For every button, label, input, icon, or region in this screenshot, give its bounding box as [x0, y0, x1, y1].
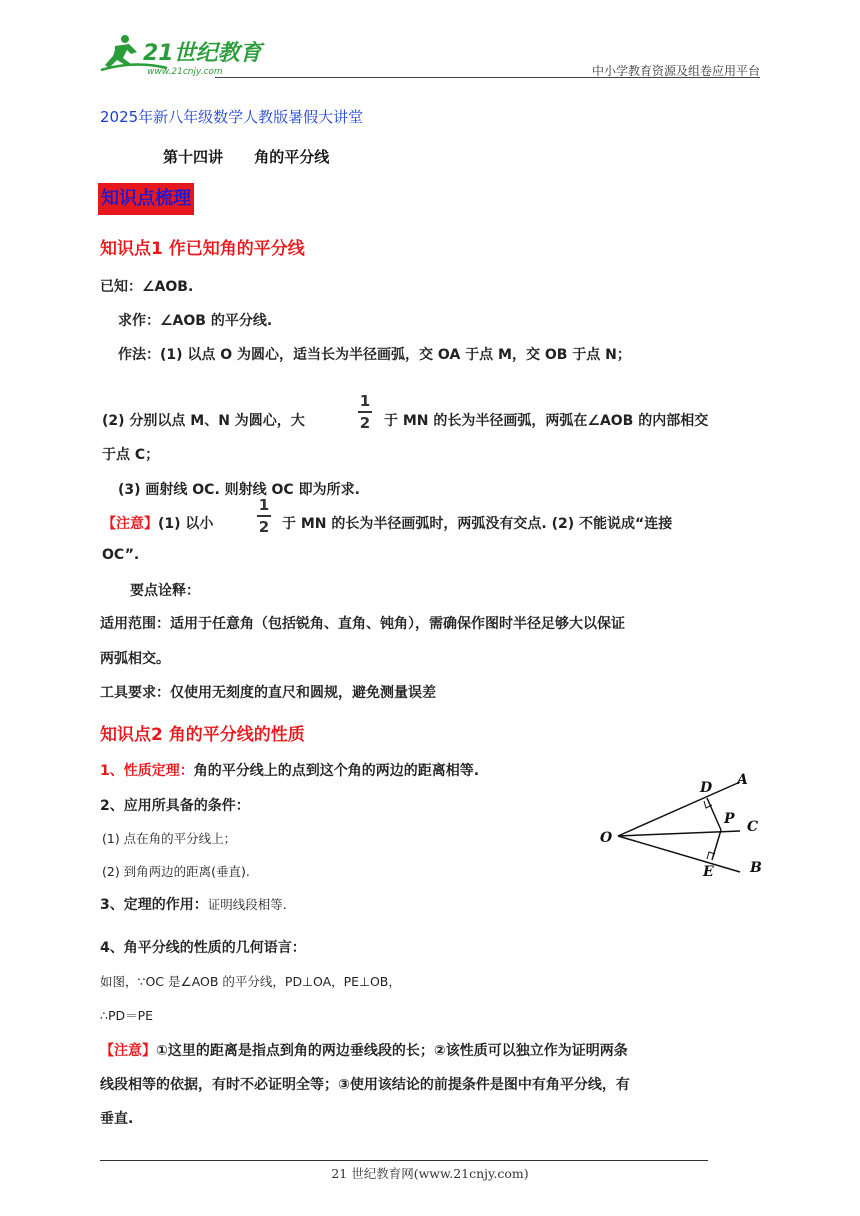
- label-c: C: [747, 819, 759, 835]
- logo-text: 21世纪教育: [143, 41, 262, 66]
- section-badge: 知识点梳理: [98, 183, 194, 215]
- platform-name: 中小学教育资源及组卷应用平台: [591, 64, 760, 78]
- usage-text: 证明线段相等.: [207, 897, 287, 912]
- label-d: D: [700, 780, 713, 796]
- ray-oa: [618, 782, 740, 836]
- ray-oc: [618, 831, 740, 836]
- condition-1: (1) 点在角的平分线上；: [102, 831, 237, 846]
- kp1-note-c: OC”.: [102, 547, 140, 563]
- kp2-note-label: 【注意】: [100, 1043, 156, 1059]
- label-o: O: [600, 830, 613, 846]
- conditions-label: 2、应用所具备的条件：: [100, 798, 250, 814]
- scope-line-2: 两弧相交。: [100, 651, 170, 667]
- logo-url: www.21cnjy.com: [147, 67, 223, 77]
- segment-pe: [712, 830, 721, 860]
- header-divider: [215, 77, 760, 78]
- kp1-given: 已知：∠AOB.: [100, 279, 194, 295]
- kp1-method-3: (3) 画射线 OC. 则射线 OC 即为所求.: [118, 482, 360, 498]
- fraction-numerator: 1: [359, 392, 371, 410]
- tools-line: 工具要求：仅使用无刻度的直尺和圆规，避免测量误差: [100, 685, 436, 701]
- theorem-label: 1、性质定理：: [100, 763, 194, 779]
- kp1-note-label: 【注意】: [102, 516, 158, 532]
- lecture-title: 第十四讲 角的平分线: [163, 148, 330, 166]
- kp1-method-2c: 于点 C；: [102, 447, 160, 463]
- kp1-heading: 知识点1 作已知角的平分线: [100, 239, 305, 259]
- kp2-note-3: 垂直.: [100, 1111, 134, 1127]
- scope-line-1: 适用范围：适用于任意角（包括锐角、直角、钝角），需确保作图时半径足够大以保证: [100, 616, 625, 632]
- ray-ob: [618, 836, 740, 872]
- fraction-denominator-2: 2: [258, 518, 270, 536]
- site-logo: [95, 30, 265, 78]
- label-b: B: [750, 860, 762, 876]
- geo-label: 4、角平分线的性质的几何语言：: [100, 940, 306, 956]
- fraction-half-2: [257, 496, 271, 536]
- kp1-method-1: 作法：(1) 以点 O 为圆心，适当长为半径画弧，交 OA 于点 M，交 OB 于点 N；: [118, 347, 631, 363]
- kp1-note-a: (1) 以小: [158, 516, 214, 532]
- fraction-half: [358, 392, 372, 432]
- kp1-construct: 求作：∠AOB 的平分线.: [118, 313, 273, 329]
- segment-pd: [707, 798, 721, 830]
- theorem-text: 角的平分线上的点到这个角的两边的距离相等.: [193, 763, 480, 779]
- footer-divider: [100, 1160, 708, 1161]
- label-a: A: [737, 772, 748, 788]
- fraction-denominator: 2: [359, 414, 371, 432]
- kp2-heading: 知识点2 角的平分线的性质: [100, 725, 305, 745]
- geo-line-1: 如图，∵OC 是∠AOB 的平分线，PD⊥OA，PE⊥OB，: [100, 974, 401, 989]
- page-header: [95, 30, 760, 80]
- key-points-label: 要点诠释：: [130, 583, 200, 599]
- label-e: E: [703, 864, 714, 880]
- condition-2: (2) 到角两边的距离(垂直).: [102, 864, 250, 879]
- kp1-method-2a: (2) 分别以点 M、N 为圆心，大: [102, 413, 305, 429]
- kp1-note-b: 于 MN 的长为半径画弧时，两弧没有交点. (2) 不能说成“连接: [282, 516, 673, 532]
- footer-text: 21 世纪教育网(www.21cnjy.com): [331, 1166, 529, 1181]
- kp2-note-2: 线段相等的依据，有时不必证明全等；③使用该结论的前提条件是图中有角平分线，有: [100, 1077, 630, 1093]
- kp1-method-2b: 于 MN 的长为半径画弧，两弧在∠AOB 的内部相交: [384, 413, 709, 429]
- label-p: P: [724, 811, 735, 827]
- angle-bisector-diagram: [590, 768, 770, 883]
- kp2-note-1: ①这里的距离是指点到角的两边垂线段的长；②该性质可以独立作为证明两条: [156, 1043, 628, 1059]
- usage-label: 3、定理的作用：: [100, 897, 208, 913]
- fraction-numerator-2: 1: [258, 496, 270, 514]
- course-title: 2025年新八年级数学人教版暑假大讲堂: [100, 108, 364, 126]
- geo-line-2: ∴PD＝PE: [100, 1008, 154, 1023]
